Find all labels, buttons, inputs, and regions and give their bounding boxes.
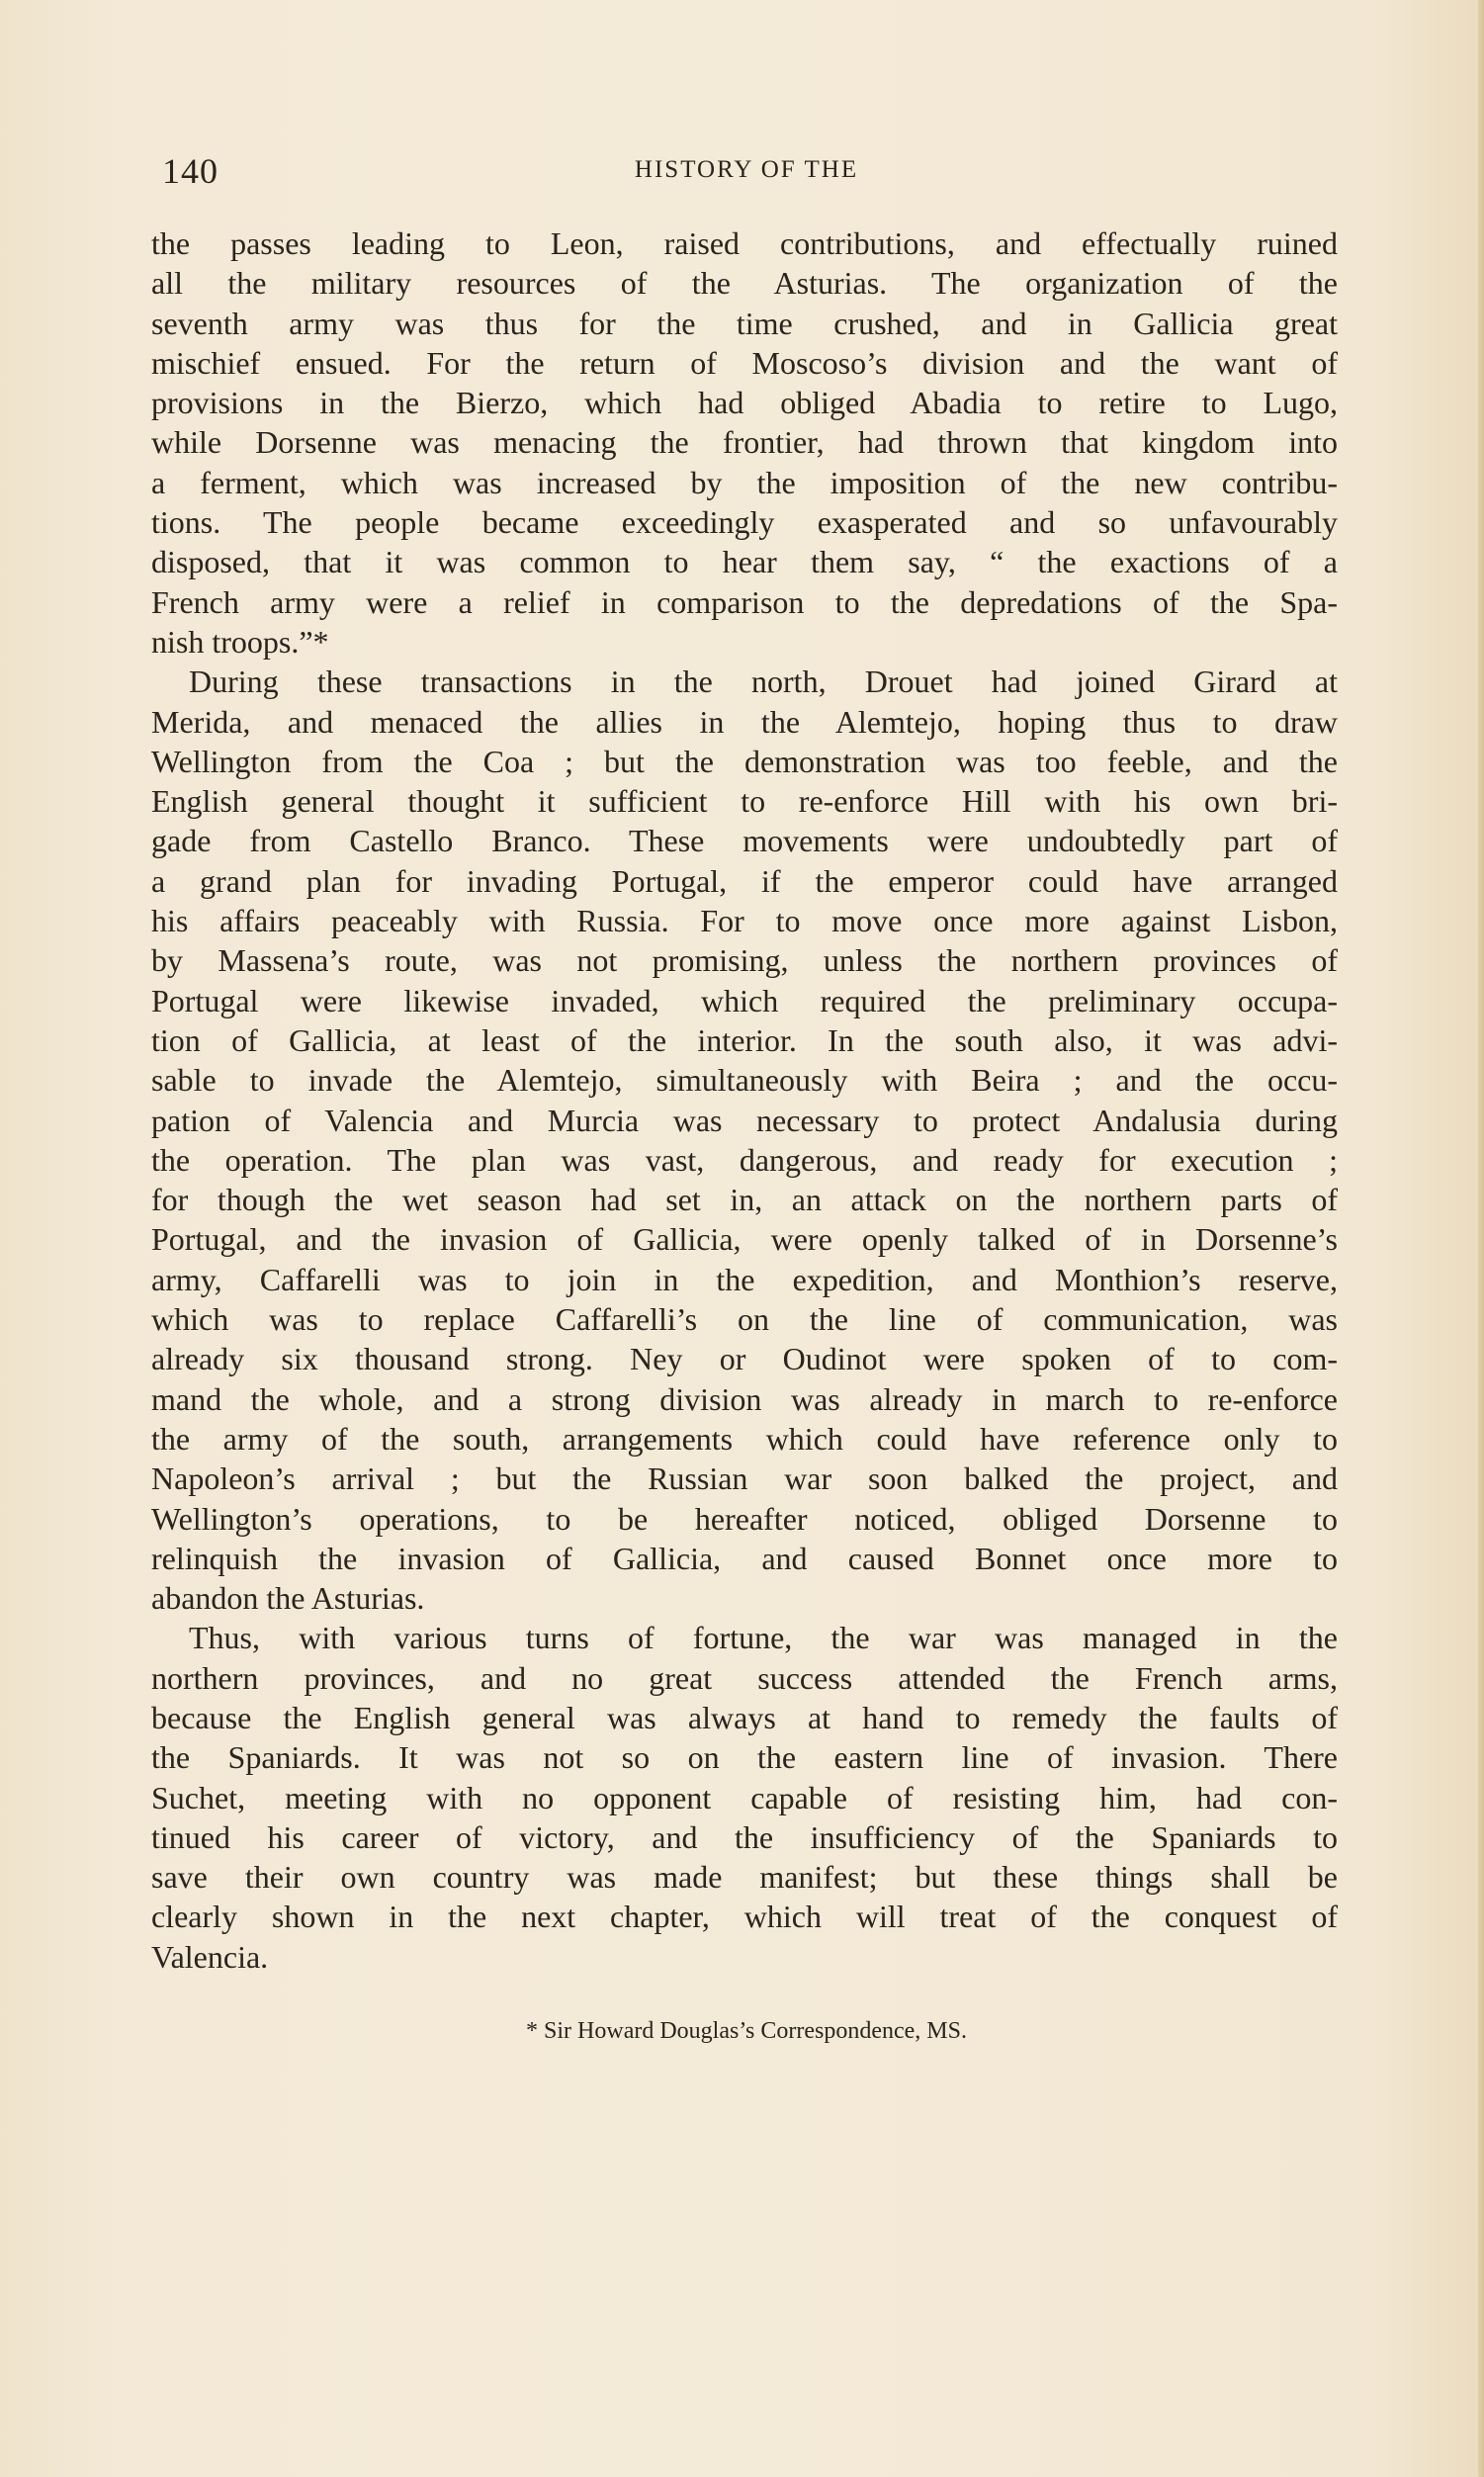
text-line: already six thousand strong. Ney or Oudinot were spoken of to com- xyxy=(151,1341,1338,1377)
text-line: the Spaniards. It was not so on the eastern line of invasion. There xyxy=(151,1739,1338,1776)
text-line: the army of the south, arrangements which could have reference only to xyxy=(151,1420,1338,1457)
text-line: for though the wet season had set in, an attack on the northern parts of xyxy=(151,1182,1338,1218)
text-line: Merida, and menaced the allies in the Alemtejo, hoping thus to draw xyxy=(151,703,1338,740)
text-line: French army were a relief in comparison to the depredations of the Spa- xyxy=(151,583,1338,620)
text-line: pation of Valencia and Murcia was necessary to protect Andalusia during xyxy=(151,1102,1338,1138)
running-title: HISTORY OF THE xyxy=(634,156,859,183)
text-line: Thus, with various turns of fortune, the war was managed in the xyxy=(189,1620,1338,1656)
text-line: clearly shown in the next chapter, which will treat of the conquest of xyxy=(151,1899,1338,1935)
text-line: English general thought it sufficient to re-enforce Hill with his own bri- xyxy=(151,783,1338,820)
text-line: Suchet, meeting with no opponent capable of resisting him, had con- xyxy=(151,1779,1338,1815)
text-line: while Dorsenne was menacing the frontier, had thrown that kingdom into xyxy=(151,424,1338,461)
text-line: northern provinces, and no great success attended the French arms, xyxy=(151,1659,1338,1696)
text-line: his affairs peaceably with Russia. For to move once more against Lisbon, xyxy=(151,903,1338,939)
footnote: * Sir Howard Douglas’s Correspondence, MS. xyxy=(526,2018,967,2044)
text-line: Portugal were likewise invaded, which required the preliminary occupa- xyxy=(151,982,1338,1018)
page-number: 140 xyxy=(162,151,218,191)
text-line: nish troops.”* xyxy=(151,623,329,660)
text-line: tions. The people became exceedingly exasperated and so unfavourably xyxy=(151,504,1338,541)
text-line: tion of Gallicia, at least of the interior. In the south also, it was advi- xyxy=(151,1021,1338,1058)
text-line: gade from Castello Branco. These movements were undoubtedly part of xyxy=(151,823,1338,859)
running-head xyxy=(148,148,1345,194)
text-line: save their own country was made manifest; but these things shall be xyxy=(151,1859,1338,1896)
text-line: seventh army was thus for the time crushed, and in Gallicia great xyxy=(151,305,1338,341)
text-line: abandon the Asturias. xyxy=(151,1580,425,1617)
text-line: because the English general was always at hand to remedy the faults of xyxy=(151,1699,1338,1735)
page-edge xyxy=(1478,0,1484,2477)
text-line: a ferment, which was increased by the imposition of the new contribu- xyxy=(151,464,1338,500)
text-line: disposed, that it was common to hear them say, “ the exactions of a xyxy=(151,544,1338,580)
text-line: army, Caffarelli was to join in the expedition, and Monthion’s reserve, xyxy=(151,1261,1338,1297)
text-line: which was to replace Caffarelli’s on the line of communication, was xyxy=(151,1301,1338,1338)
text-line: mischief ensued. For the return of Moscoso’s division and the want of xyxy=(151,344,1338,381)
text-line: the operation. The plan was vast, dangerous, and ready for execution ; xyxy=(151,1141,1338,1178)
text-line: Napoleon’s arrival ; but the Russian war soon balked the project, and xyxy=(151,1460,1338,1497)
text-line: tinued his career of victory, and the insufficiency of the Spaniards to xyxy=(151,1818,1338,1855)
text-line: all the military resources of the Asturias. The organization of the xyxy=(151,265,1338,302)
text-line: During these transactions in the north, Drouet had joined Girard at xyxy=(189,663,1338,700)
body-text xyxy=(151,223,1338,1977)
text-line: relinquish the invasion of Gallicia, and caused Bonnet once more to xyxy=(151,1540,1338,1576)
text-line: Wellington from the Coa ; but the demonstration was too feeble, and the xyxy=(151,743,1338,779)
text-line: Portugal, and the invasion of Gallicia, were openly talked of in Dorsenne’s xyxy=(151,1221,1338,1258)
text-line: Valencia. xyxy=(151,1938,269,1975)
text-line: a grand plan for invading Portugal, if the emperor could have arranged xyxy=(151,862,1338,899)
text-line: mand the whole, and a strong division was already in march to re-enforce xyxy=(151,1380,1338,1417)
text-line: by Massena’s route, was not promising, unless the northern provinces of xyxy=(151,942,1338,979)
text-line: Wellington’s operations, to be hereafter noticed, obliged Dorsenne to xyxy=(151,1500,1338,1537)
text-line: the passes leading to Leon, raised contributions, and effectually ruined xyxy=(151,225,1338,261)
text-line: sable to invade the Alemtejo, simultaneously with Beira ; and the occu- xyxy=(151,1062,1338,1099)
text-line: provisions in the Bierzo, which had obliged Abadia to retire to Lugo, xyxy=(151,385,1338,421)
